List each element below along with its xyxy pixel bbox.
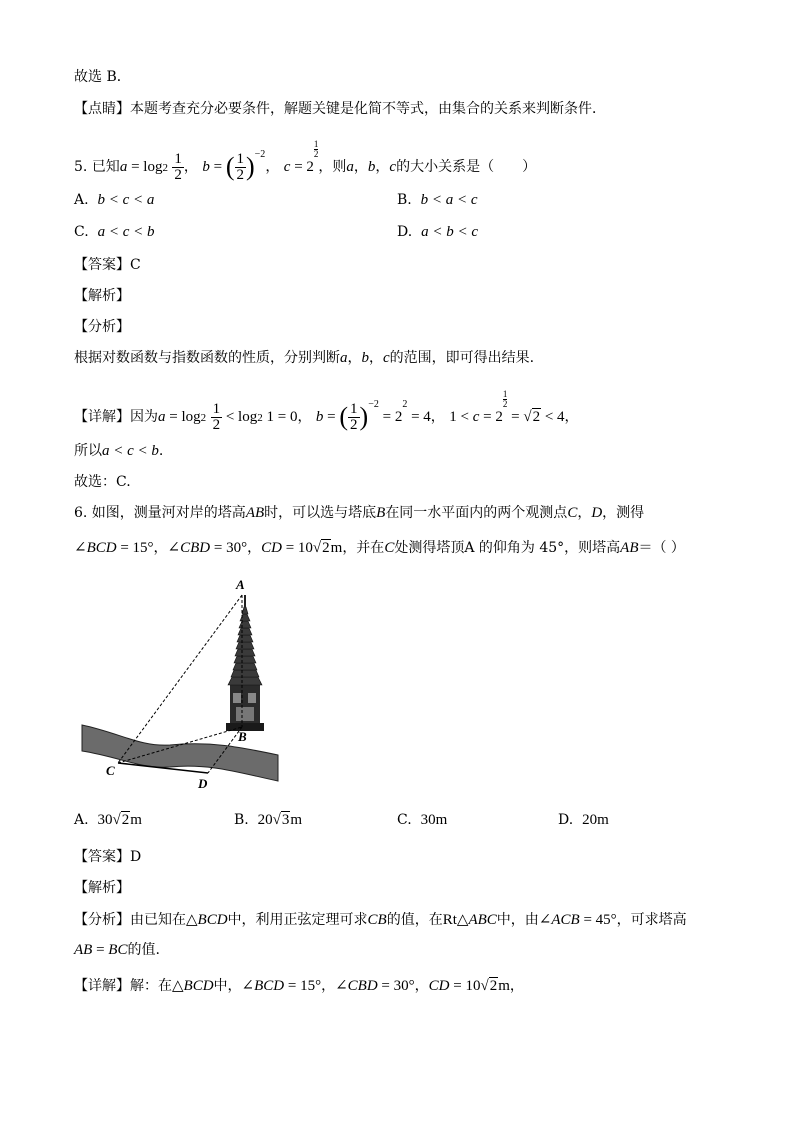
tower-figure <box>80 575 280 795</box>
q5-answer: 【答案】C <box>74 257 141 273</box>
q5-option-b: B. b < a < c <box>397 192 478 208</box>
answer-select-b: 故选 B． <box>74 69 131 85</box>
q5-fenxi-tag: 【分析】 <box>74 319 130 335</box>
q5-a-fraction: $\frac{1}{2}$ <box>174 150 182 183</box>
dianjing-tag: 【点睛】 <box>74 101 130 117</box>
question-6-stem-line1: 6. 如图，测量河对岸的塔高AB时，可以选与塔底B在同一水平面内的两个观测点C，D，测得 <box>74 505 645 521</box>
label-a: A <box>236 577 245 592</box>
q5-number: 5. <box>74 159 88 175</box>
q6-option-c: C. 30m <box>397 812 448 828</box>
q5-fenxi-text: 根据对数函数与指数函数的性质，分别判断a，b，c的范围，即可得出结果. <box>74 350 535 366</box>
label-d: D <box>198 776 208 791</box>
q6-fenxi-line1: 【分析】由已知在△BCD中，利用正弦定理可求CB的值，在Rt△ABC中，由∠ACB = 45°，可求塔高 <box>74 912 687 928</box>
question-6-stem-line2: ∠BCD = 15°，∠CBD = 30°，CD = 10√2m，并在C处测得塔顶A 的仰角为 45°，则塔高AB＝（ ） <box>74 540 685 556</box>
question-5-stem: 5. 已知a = log2 $\frac{1}{2}$ ， b = ( $\frac{1}{2}$ )$^{-2}$， c = 2 $\frac{1}{2}$ ，则a，b，c的大小关系是（ ） <box>74 139 537 183</box>
q5-prefix: 已知 <box>91 159 120 175</box>
q6-xiangjie: 【详解】解：在△BCD中，∠BCD = 15°，∠CBD = 30°，CD = 10√2m， <box>74 978 524 994</box>
q6-option-b: B. 20√3m <box>234 812 303 828</box>
q5-xiangjie: 【详解】因为a = log2 $\frac{1}{2}$ < log2 1 = 0， b = ( $\frac{1}{2}$ )$^{-2} = 2^2 = 4$， 1 < c = 2 $\frac{1}{2}$ = √2 < 4， <box>74 389 579 433</box>
q6-option-d: D. 20m <box>558 812 609 828</box>
label-c: C <box>106 763 115 778</box>
pagoda-tower <box>226 595 264 731</box>
q6-jiexi-tag: 【解析】 <box>74 880 130 896</box>
q5-conclusion: 所以a < c < b. <box>74 443 164 459</box>
q5-option-a: A. b < c < a <box>74 192 155 208</box>
q6-answer: 【答案】D <box>74 849 142 865</box>
label-b: B <box>238 729 247 744</box>
dianjing-note <box>74 99 606 119</box>
q5-option-d: D. a < b < c <box>397 224 478 240</box>
dianjing-text: 本题考查充分必要条件，解题关键是化简不等式，由集合的关系来判断条件． <box>130 101 606 117</box>
q6-fenxi-line2: AB = BC的值. <box>74 942 160 958</box>
q6-option-a: A. 30√2m <box>74 812 142 828</box>
q5-jiexi-tag: 【解析】 <box>74 288 130 304</box>
q5-option-c: C. a < c < b <box>74 224 155 240</box>
q5-guxuan: 故选：C. <box>74 474 131 490</box>
